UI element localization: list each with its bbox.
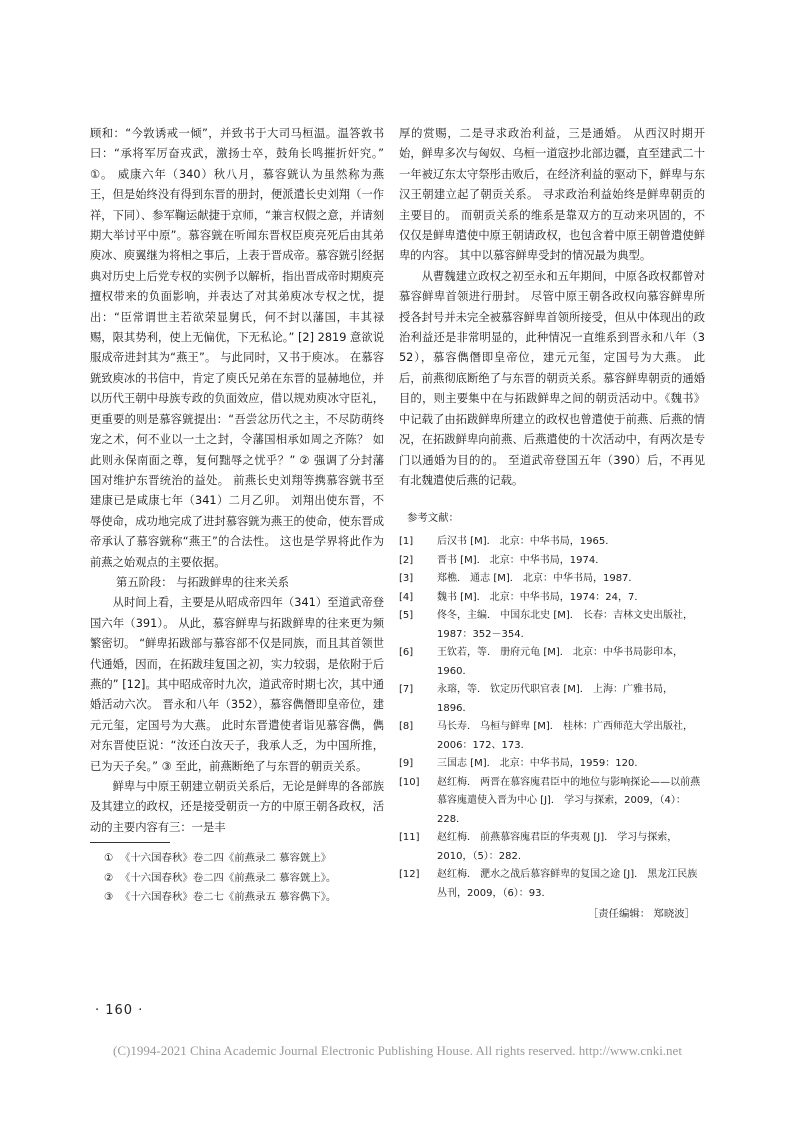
reference-text: 赵红梅． 两晋在慕容廆君臣中的地位与影响探论——以前燕慕容廆遣使入晋为中心 [J]． 学习与探索，2009，（4）：228． — [437, 776, 701, 825]
reference-text: 佟冬，主编． 中国东北史 [M]． 长春：吉林文史出版社，1987：352－354． — [437, 610, 693, 640]
footnote — [90, 888, 384, 908]
reference-item — [399, 718, 705, 755]
page-number: · 160 · — [95, 1003, 144, 1018]
reference-number: [6] — [399, 647, 414, 659]
copyright-watermark: (C)1994-2021 China Academic Journal Electronic Publishing House. All rights reserved. http://www.cnki.net — [113, 1043, 682, 1058]
reference-text: 赵红梅． 前燕慕容廆君臣的华夷观 [J]． 学习与探索，2010，（5）：282． — [437, 832, 678, 862]
references-title: 参考文献： — [407, 512, 459, 525]
reference-number: [11] — [399, 832, 420, 844]
reference-item — [399, 866, 705, 903]
reference-number: [1] — [399, 536, 414, 548]
reference-text: 郑樵． 通志 [M]． 北京：中华书局，1987． — [437, 573, 639, 585]
reference-text: 后汉书 [M]． 北京：中华书局，1965． — [437, 536, 616, 548]
footnote-mark: ② — [104, 871, 114, 884]
footnote-text: 《十六国春秋》卷二七《前燕录五 慕容儁下》。 — [120, 891, 337, 904]
reference-text: 马长寿． 乌桓与鲜卑 [M]． 桂林：广西师范大学出版社，2006：172、173． — [437, 721, 693, 751]
footnote-text: 《十六国春秋》卷二四《前燕录二 慕容皝上》。 — [120, 871, 337, 884]
reference-number: [8] — [399, 721, 414, 733]
body-paragraph: 顾和：“今敦诱戒一倾”，并致书于大司马桓温。温答敦书曰：“承将军厉奋戎武，激扬士卒，鼓角长鸣摧折奸究。” ①。 威康六年（340）秋八月，慕容皝认为虽然称为燕王，但是始终没有得到东晋的册封，便派遣长史刘翔（一作祥，下同）、参军鞠运献捷于京师，“兼言权假之意，并请刻期大举讨平中原”。慕容皝在听闻东晋权臣庾亮死后由其弟庾冰、庾翼继为将相之事后，上表于晋成帝。慕容皝引经据典对历史上后党专权的实例予以解析，指出晋成帝时期庾亮擅权带来的负面影响，并表达了对其弟庾冰专权之忧，提出：“臣常谓世主若欲荣显舅氏，何不封以藩国，丰其禄赐，限其势利，使上无偏优，下无私论。” [2] 2819 意欲说服成帝进封其为“燕王”。 与此同时，又书于庾冰。 在慕容皝致庾冰的书信中，肯定了庾氏兄弟在东晋的显赫地位，并以历代王朝中母族专政的负面效应，借以规劝庾冰守臣礼，更重要的则是慕容皝提出：“吾尝忿历代之主，不尽防萌终宠之术，何不业以一土之封，令藩国相承如周之齐陈？ 如此则永保南面之尊，复何黜辱之忧乎？” ② 强调了分封藩国对维护东晋统治的益处。 前燕长史刘翔等携慕容皝书至建康已是咸康七年（341）二月乙卯。 刘翔出使东晋，不辱使命，成功地完成了进封慕容皝为燕王的使命，使东晋成帝承认了慕容皝称“燕王”的合法性。 这也是学界将此作为前燕之始观点的主要依据。 — [90, 127, 384, 569]
reference-item — [399, 552, 705, 571]
reference-list — [399, 533, 705, 903]
reference-number: [4] — [399, 591, 414, 603]
footnote-mark: ① — [104, 852, 114, 865]
reference-number: [2] — [399, 554, 414, 566]
reference-item — [399, 589, 705, 608]
editor-note: ［责任编辑： 郑晓波］ — [587, 908, 695, 921]
reference-item — [399, 774, 705, 830]
reference-text: 三国志 [M]． 北京：中华书局，1959：120． — [437, 758, 645, 770]
footnote-list — [90, 849, 384, 908]
reference-text: 永瑢，等． 钦定历代职官表 [M]． 上海：广雅书局，1896． — [437, 684, 673, 714]
reference-item — [399, 755, 705, 774]
reference-number: [10] — [399, 776, 420, 788]
left-column — [90, 124, 384, 908]
reference-number: [7] — [399, 684, 414, 696]
footnote — [90, 849, 384, 869]
footnote-divider — [90, 842, 170, 843]
reference-text: 王钦若，等． 册府元龟 [M]． 北京：中华书局影印本，1960． — [437, 647, 683, 677]
body-paragraph: 从曹魏建立政权之初至永和五年期间，中原各政权都曾对慕容鲜卑首领进行册封。 尽管中原王朝各政权向慕容鲜卑所授各封号并未完全被慕容鲜卑首领所接受，但从中体现出的政治利益还是非常明显的，此种情况一直维系到晋永和八年（352），慕容儁僭即皇帝位，建元元玺，定国号为大燕。 此后，前燕彻底断绝了与东晋的朝贡关系。慕容鲜卑朝贡的通婚目的，则主要集中在与拓跋鲜卑之间的朝贡活动中。《魏书》中记载了由拓跋鲜卑所建立的政权也曾遣使于前燕、后燕的情况，在拓跋鲜卑向前燕、后燕遣使的十次活动中，有两次是专门以通婚为目的的。 至道武帝登国五年（390）后，不再见有北魏遣使后燕的记载。 — [399, 269, 705, 487]
section-heading: 第五阶段： 与拓跋鲜卑的往来关系 — [116, 575, 290, 589]
footnote-text: 《十六国春秋》卷二四《前燕录二 慕容皝上》 — [120, 852, 332, 865]
reference-number: [12] — [399, 869, 420, 881]
reference-number: [5] — [399, 610, 414, 622]
reference-number: [9] — [399, 758, 414, 770]
right-column — [399, 124, 705, 923]
reference-item — [399, 681, 705, 718]
reference-number: [3] — [399, 573, 414, 585]
footnote — [90, 869, 384, 889]
body-paragraph: 从时间上看，主要是从昭成帝四年（341）至道武帝登国六年（391）。 从此，慕容鲜卑与拓跋鲜卑的往来更为频繁密切。 “鲜卑拓跋部与慕容部不仅是同族，而且其首领世代通婚，因而，在拓跋珪复国之初，实力较弱，是依附于后燕的” [12]。其中昭成帝时九次，道武帝时期七次，其中通婚活动六次。 晋永和八年（352），慕容儁僭即皇帝位，建元元玺，定国号为大燕。 此时东晋遣使者诣见慕容儁，儁对东晋使臣说：“汝还白汝天子，我承人乏，为中国所推，已为天子矣。” ③ 至此，前燕断绝了与东晋的朝贡关系。 — [90, 596, 384, 773]
reference-item — [399, 829, 705, 866]
footnote-mark: ③ — [104, 891, 114, 904]
reference-text: 魏书 [M]． 北京：中华书局，1974：24，7． — [437, 591, 645, 603]
reference-text: 赵红梅． 淝水之战后慕容鲜卑的复国之途 [J]． 黑龙江民族丛刊，2009，（6）：93． — [437, 869, 698, 899]
body-paragraph: 鲜卑与中原王朝建立朝贡关系后，无论是鲜卑的各部族及其建立的政权，还是接受朝贡一方的中原王朝各政权，活动的主要内容有三：一是丰 — [90, 780, 384, 834]
reference-item — [399, 570, 705, 589]
reference-item — [399, 607, 705, 644]
reference-text: 晋书 [M]． 北京：中华书局，1974． — [437, 554, 606, 566]
reference-item — [399, 644, 705, 681]
body-paragraph: 厚的赏赐，二是寻求政治利益，三是通婚。 从西汉时期开始，鲜卑多次与匈奴、乌桓一道寇抄北部边疆，直至建武二十一年被辽东太守祭彤击败后，在经济利益的驱动下，鲜卑与东汉王朝建立起了朝贡关系。 寻求政治利益始终是鲜卑朝贡的主要目的。 而朝贡关系的维系是靠双方的互动来巩固的，不仅仅是鲜卑遣使中原王朝请政权，也包含着中原王朝曾遣使鲜卑的内容。 其中以慕容鲜卑受封的情况最为典型。 — [399, 127, 705, 263]
reference-item — [399, 533, 705, 552]
